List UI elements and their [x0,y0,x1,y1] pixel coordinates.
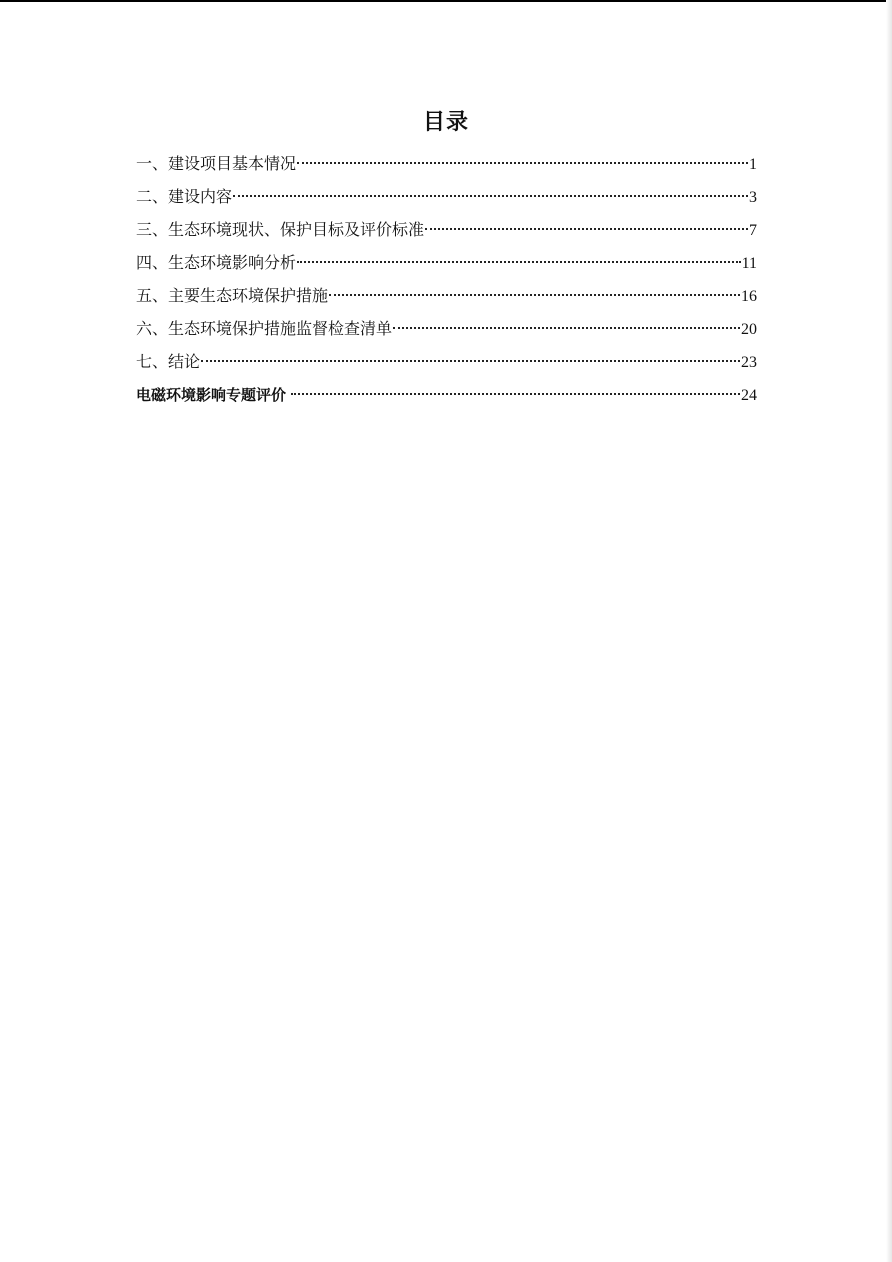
table-of-contents [136,150,757,414]
toc-dot-leader [291,393,740,395]
toc-dot-leader [329,294,740,296]
toc-page-number: 20 [741,321,757,338]
toc-entry-em-special-assessment[interactable] [136,381,757,414]
toc-entry-label: 三、生态环境现状、保护目标及评价标准 [136,220,425,239]
toc-dot-leader [393,327,740,329]
toc-page-number: 7 [749,222,757,239]
toc-entry-label: 一、建设项目基本情况 [136,154,297,173]
toc-dot-leader [233,195,748,197]
toc-entry-label: 四、生态环境影响分析 [136,253,297,272]
toc-page-number: 11 [741,255,757,272]
toc-dot-leader [297,261,741,263]
toc-page-number: 24 [741,387,757,404]
toc-entry-label: 电磁环境影响专题评价 [136,386,287,404]
toc-entry-protection-measures[interactable] [136,282,757,315]
toc-entry-supervision-checklist[interactable] [136,315,757,348]
toc-dot-leader [425,228,748,230]
toc-page-number: 3 [749,189,757,206]
toc-entry-label: 二、建设内容 [136,187,233,206]
toc-page-number: 23 [741,354,757,371]
toc-entry-impact-analysis[interactable] [136,249,757,282]
toc-entry-construction-content[interactable] [136,183,757,216]
toc-entry-conclusion[interactable] [136,348,757,381]
toc-entry-basic-info[interactable] [136,150,757,183]
toc-page-number: 16 [741,288,757,305]
toc-entry-eco-status[interactable] [136,216,757,249]
toc-dot-leader [297,162,748,164]
toc-dot-leader [201,360,740,362]
toc-entry-label: 五、主要生态环境保护措施 [136,286,329,305]
toc-title: 目录 [422,109,469,135]
toc-entry-label: 六、生态环境保护措施监督检查清单 [136,319,393,338]
toc-page-number: 1 [749,156,757,173]
toc-entry-label: 七、结论 [136,352,201,371]
